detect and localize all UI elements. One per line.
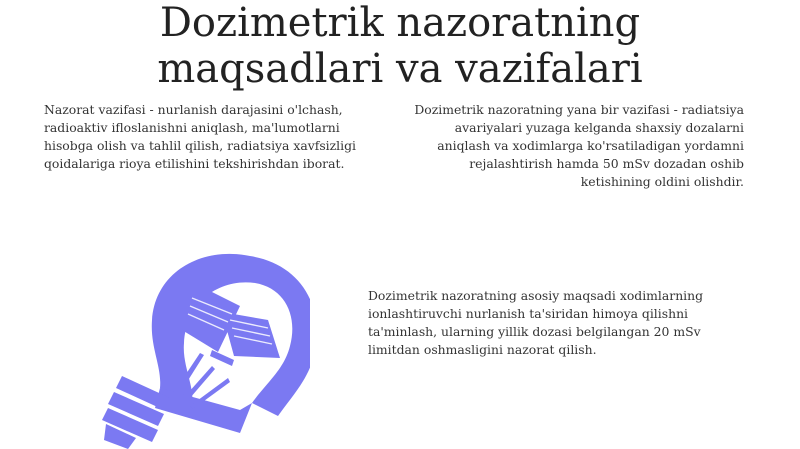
title-line-2: maqsadlari va vazifalari (157, 46, 643, 92)
task-paragraph-left: Nazorat vazifasi - nurlanish darajasini o'lchash, radioaktiv ifloslanishni aniqlash, ma'lumotlarni hisobga olish va tahlil qilish, radiatsiya xavfsizligi qoidalariga rioya etilishini tekshirishdan iborat. (44, 102, 356, 171)
task-paragraph-right: Dozimetrik nazoratning yana bir vazifasi - radiatsiya avariyalari yuzaga kelganda shaxsiy dozalarni aniqlash va xodimlarga ko'rsatiladigan yordamni rejalashtirish hamda 50 mSv dozadan oshib ketishining oldini olishdir. (414, 102, 744, 189)
goal-paragraph: Dozimetrik nazoratning asosiy maqsadi xodimlarning ionlashtiruvchi nurlanish ta'siridan himoya qilishni ta'minlash, ularning yillik dozasi belgilangan 20 mSv limitdan oshmasligini nazorat qilish. (368, 288, 704, 357)
slide-title (0, 0, 800, 92)
lightbulb-book-icon (100, 248, 310, 449)
title-line-1: Dozimetrik nazoratning (159, 0, 641, 46)
